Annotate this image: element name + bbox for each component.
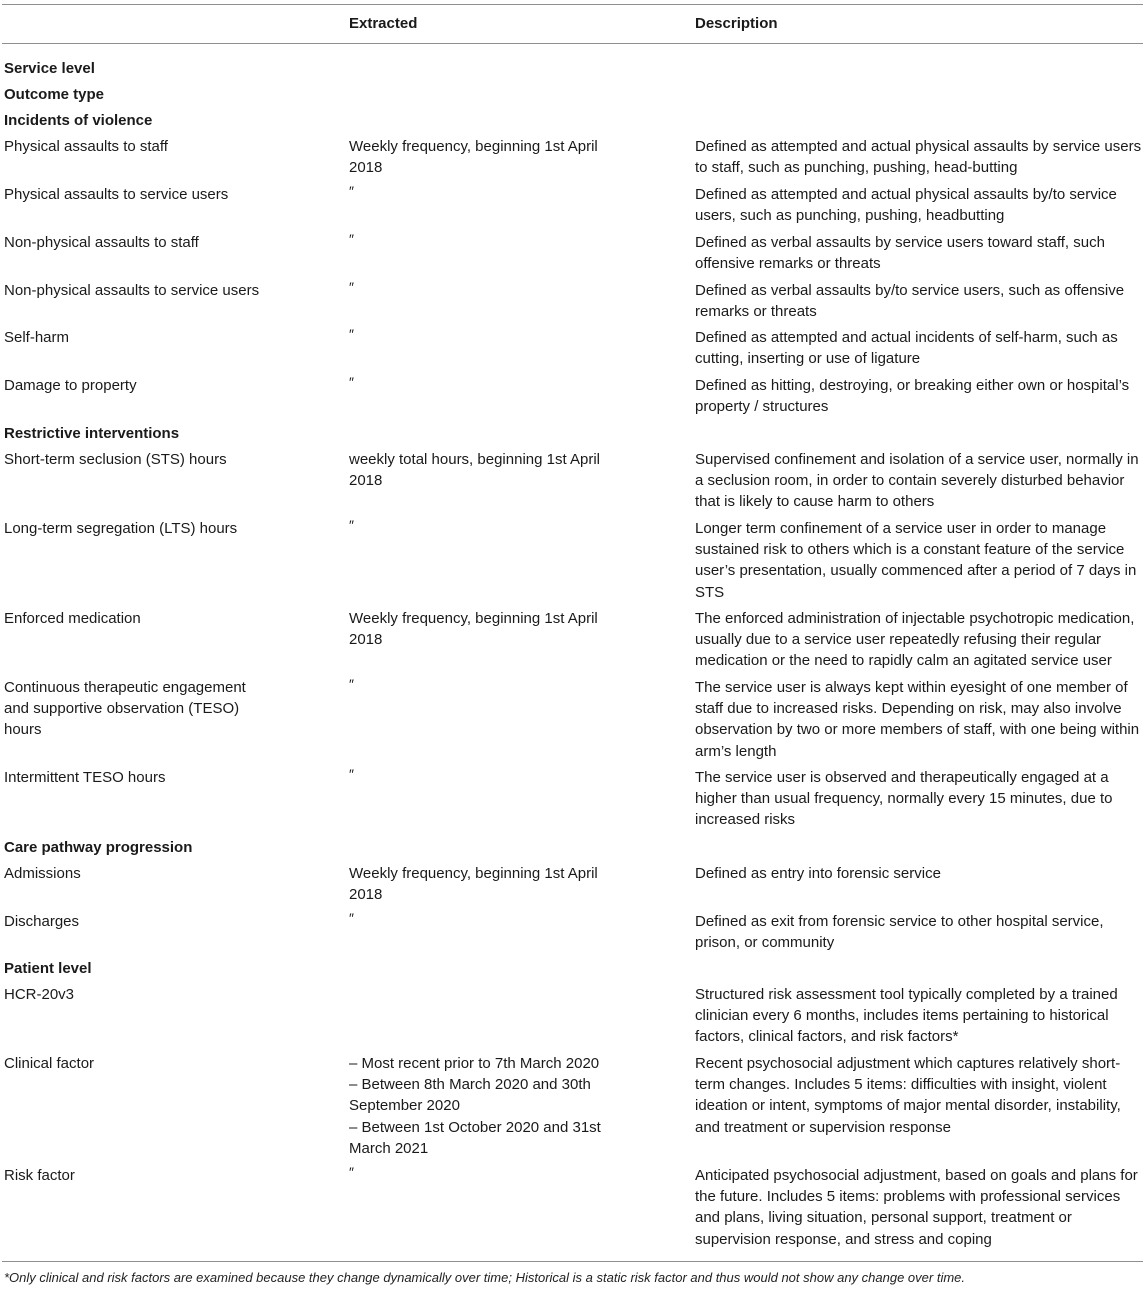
cell-outcome: Discharges <box>4 913 80 930</box>
cell-extracted: ″ <box>349 910 354 926</box>
cell-outcome: Physical assaults to staff <box>4 138 168 155</box>
cell-outcome: Long-term segregation (LTS) hours <box>4 520 238 537</box>
cell-description: Structured risk assessment tool typically completed by a trained clinician every 6 months, includes items pertaining to historical factors, clinical factors, and risk factors* <box>695 986 1118 1046</box>
cell-extracted: ″ <box>349 183 354 199</box>
cell-extracted: ″ <box>349 326 354 342</box>
header-extracted: Extracted <box>349 15 418 32</box>
cell-outcome: Self-harm <box>4 329 70 346</box>
cell-outcome: Intermittent TESO hours <box>4 769 166 786</box>
cell-outcome: Admissions <box>4 865 81 882</box>
cell-outcome: Clinical factor <box>4 1055 95 1072</box>
cell-description: Longer term confinement of a service user in order to manage sustained risk to others which is a constant feature of the service user’s presentation, usually commenced after a period of 7 days in STS <box>695 520 1137 601</box>
cell-extracted: Weekly frequency, beginning 1st April 2018 <box>349 610 598 649</box>
cell-description: The service user is always kept within eyesight of one member of staff due to increased risks. Depending on risk, may also involve observation by two or more members of staff, with one being within arm’s length <box>695 679 1140 760</box>
cell-outcome: Risk factor <box>4 1167 75 1184</box>
cell-extracted: ″ <box>349 231 354 247</box>
section-heading: Incidents of violence <box>4 112 153 129</box>
cell-description: Defined as verbal assaults by/to service users, such as offensive remarks or threats <box>695 282 1125 321</box>
cell-outcome: Continuous therapeutic engagement and supportive observation (TESO) hours <box>4 679 246 739</box>
data-table <box>0 4 1145 1248</box>
header-rule <box>2 43 1143 44</box>
cell-extracted: ″ <box>349 676 354 692</box>
cell-description: Defined as attempted and actual physical assaults by/to service users, such as punching, pushing, headbutting <box>695 186 1117 225</box>
cell-outcome: Physical assaults to service users <box>4 186 229 203</box>
cell-outcome: Enforced medication <box>4 610 141 627</box>
header-col1 <box>4 5 274 15</box>
section-heading: Patient level <box>4 960 92 977</box>
header-description: Description <box>695 15 778 32</box>
cell-description: Defined as entry into forensic service <box>695 865 941 882</box>
cell-description: Supervised confinement and isolation of a service user, normally in a seclusion room, in order to contain severely disturbed behavior that is likely to cause harm to others <box>695 451 1139 511</box>
cell-description: The enforced administration of injectable psychotropic medication, usually due to a service user repeatedly refusing their regular medication or the need to rapidly calm an agitated service user <box>695 610 1135 670</box>
cell-extracted: ″ <box>349 374 354 390</box>
cell-extracted: Weekly frequency, beginning 1st April 2018 <box>349 138 598 177</box>
cell-description: Defined as hitting, destroying, or breaking either own or hospital’s property / structures <box>695 377 1130 416</box>
table-bottom-rule <box>2 1261 1143 1262</box>
cell-extracted: weekly total hours, beginning 1st April 2018 <box>349 451 600 490</box>
cell-extracted: ″ <box>349 517 354 533</box>
cell-outcome: HCR-20v3 <box>4 986 75 1003</box>
cell-outcome: Damage to property <box>4 377 137 394</box>
cell-description: Defined as verbal assaults by service users toward staff, such offensive remarks or threats <box>695 234 1105 273</box>
cell-extracted: ″ <box>349 766 354 782</box>
cell-description: Defined as attempted and actual incidents of self-harm, such as cutting, inserting or use of ligature <box>695 329 1118 368</box>
section-heading: Restrictive interventions <box>4 425 180 442</box>
cell-outcome: Non-physical assaults to staff <box>4 234 199 251</box>
section-heading: Care pathway progression <box>4 839 193 856</box>
cell-extracted: ″ <box>349 1164 354 1180</box>
section-heading: Service level <box>4 60 95 77</box>
section-heading: Outcome type <box>4 86 105 103</box>
cell-extracted: Weekly frequency, beginning 1st April 2018 <box>349 865 598 904</box>
cell-description: Recent psychosocial adjustment which captures relatively short-term changes. Includes 5 items: difficulties with insight, violent ideation or intent, symptoms of major mental disorder, instability, and treatment or supervision response <box>695 1055 1121 1136</box>
table-footnote: *Only clinical and risk factors are examined because they change dynamically over time; Historical is a static risk factor and thus would not show any change over time. <box>4 1270 966 1285</box>
cell-outcome: Short-term seclusion (STS) hours <box>4 451 227 468</box>
cell-description: The service user is observed and therapeutically engaged at a higher than usual frequency, normally every 15 minutes, due to increased risks <box>695 769 1113 829</box>
cell-description: Defined as attempted and actual physical assaults by service users to staff, such as punching, pushing, head-butting <box>695 138 1142 177</box>
cell-extracted: – Most recent prior to 7th March 2020 – Between 8th March 2020 and 30th September 2020 – Between 1st October 2020 and 31st March 2021 <box>349 1055 601 1157</box>
cell-outcome: Non-physical assaults to service users <box>4 282 260 299</box>
cell-description: Anticipated psychosocial adjustment, based on goals and plans for the future. Includes 5 items: problems with professional services and plans, living situation, personal support, treatment or supervision response, and stress and coping <box>695 1167 1138 1248</box>
table-header <box>0 5 1145 43</box>
cell-extracted: ″ <box>349 279 354 295</box>
cell-description: Defined as exit from forensic service to other hospital service, prison, or community <box>695 913 1104 952</box>
